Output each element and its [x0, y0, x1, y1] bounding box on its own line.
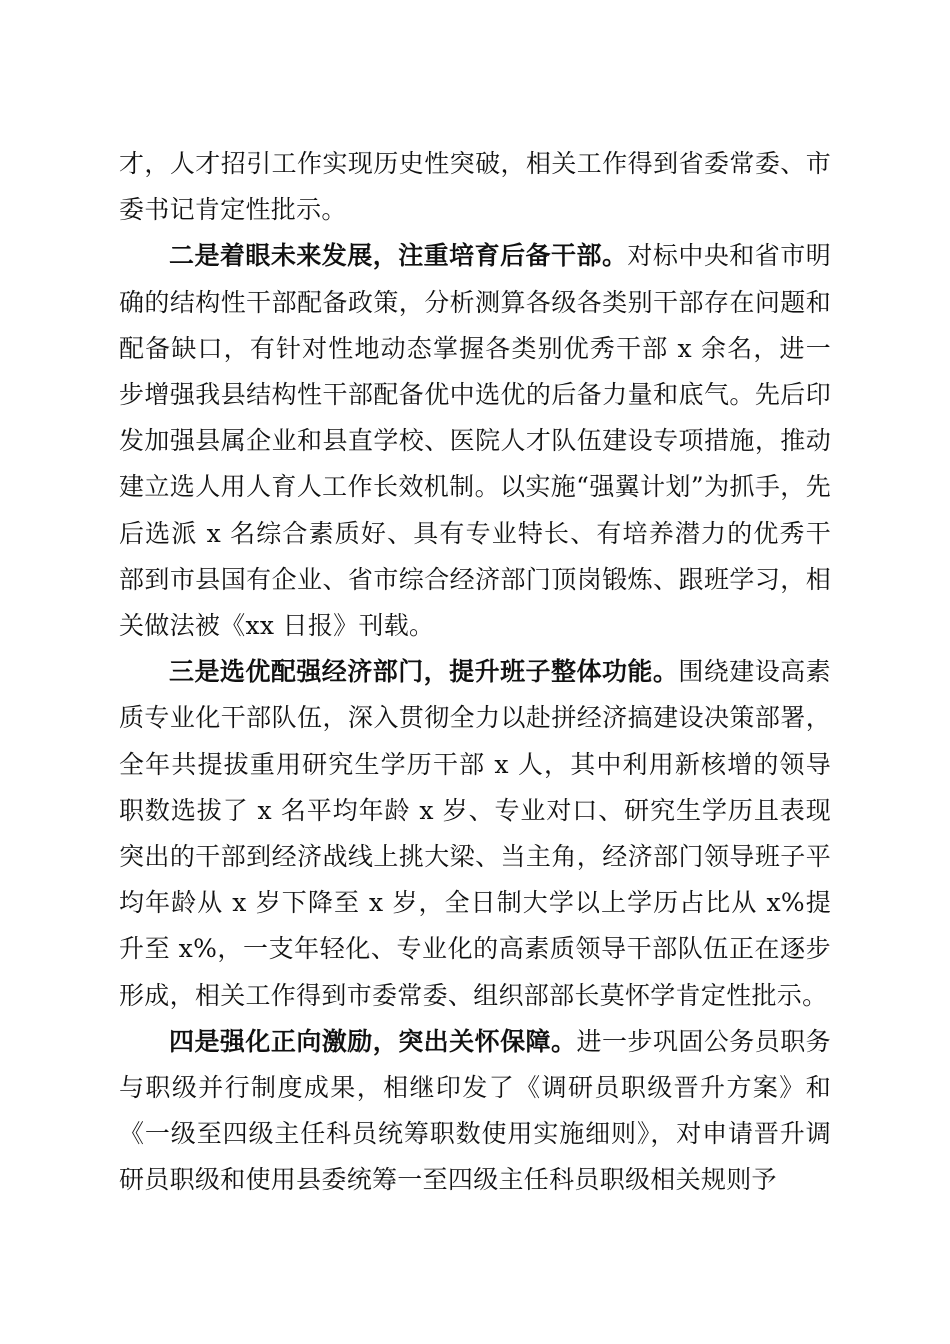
document-body [119, 141, 831, 1204]
paragraph-text: 才，人才招引工作实现历史性突破，相关工作得到省委常委、市委书记肯定性批示。 [119, 149, 831, 225]
paragraph-heading: 二是着眼未来发展，注重培育后备干部。 [169, 241, 628, 271]
paragraph-reserve-cadres [119, 233, 831, 649]
paragraph-heading: 三是选优配强经济部门，提升班子整体功能。 [169, 657, 679, 687]
paragraph-incentives [119, 1019, 831, 1204]
paragraph-heading: 四是强化正向激励，突出关怀保障。 [169, 1026, 577, 1056]
paragraph-text: 围绕建设高素质专业化干部队伍，深入贯彻全力以赴拼经济搞建设决策部署，全年共提拔重用研究生学历干部 x 人，其中利用新核增的领导职数选拔了 x 名平均年龄 x 岁、专业对口、研究生学历且表现突出的干部到经济战线上挑大梁、当主角，经济部门领导班子平均年龄从 x 岁下降至 x 岁，全日制大学以上学历占比从 x%提升至 x%，一支年轻化、专业化的高素质领导干部队伍正在逐步形成，相关工作得到市委常委、组织部部长莫怀学肯定性批示。 [119, 657, 831, 1010]
paragraph-continuation [119, 141, 831, 233]
paragraph-text: 对标中央和省市明确的结构性干部配备政策，分析测算各级各类别干部存在问题和配备缺口，有针对性地动态掌握各类别优秀干部 x 余名，进一步增强我县结构性干部配备优中选优的后备力量和底气。先后印发加强县属企业和县直学校、医院人才队伍建设专项措施，推动建立选人用人育人工作长效机制。以实施“强翼计划”为抓手，先后选派 x 名综合素质好、具有专业特长、有培养潜力的优秀干部到市县国有企业、省市综合经济部门顶岗锻炼、跟班学习，相关做法被《xx 日报》刊载。 [119, 241, 831, 641]
paragraph-text: 进一步巩固公务员职务与职级并行制度成果，相继印发了《调研员职级晋升方案》和《一级至四级主任科员统筹职数使用实施细则》，对申请晋升调研员职级和使用县委统筹一至四级主任科员职级相关规则予 [119, 1026, 831, 1195]
paragraph-economic-departments [119, 649, 831, 1019]
